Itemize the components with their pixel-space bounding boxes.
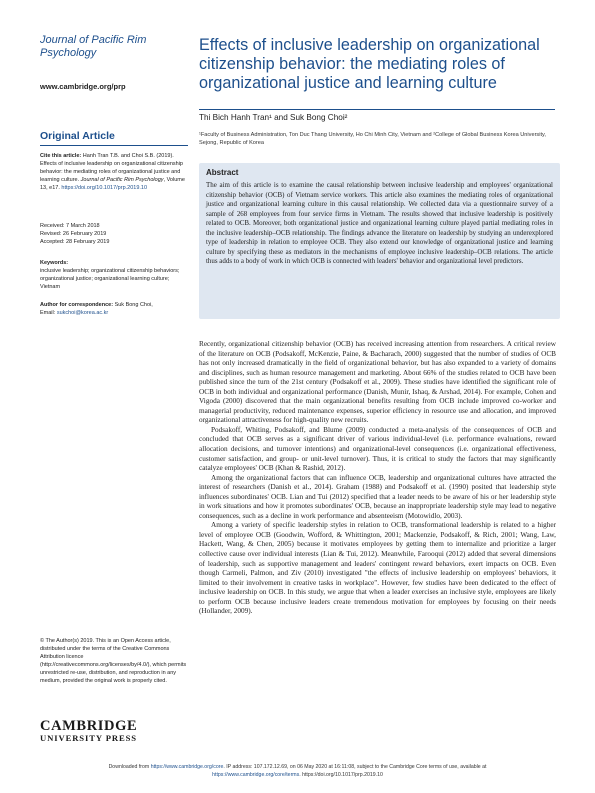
cite-volume: , Volume 13, e17. xyxy=(40,177,185,191)
section-label: Original Article xyxy=(40,130,115,142)
corr-email-link[interactable]: sukchoi@korea.ac.kr xyxy=(56,310,109,316)
author-list: Thi Bich Hanh Tran¹ and Suk Bong Choi² xyxy=(199,113,348,122)
cite-doi-link[interactable]: https://doi.org/10.1017/prp.2019.10 xyxy=(61,185,148,191)
received-date: Received: 7 March 2018 xyxy=(40,223,100,229)
license-text: © The Author(s) 2019. This is an Open Access article, distributed under the terms of the Creative Commons Attribution licence (http://creativecommons.org/licenses/by/4.0/), which permits unrestricted re-use, distribution, and reproduction in any medium, provided the original work is properly cited. xyxy=(40,638,187,684)
keywords-text: inclusive leadership; organizational citizenship behaviors; organizational justice; organizational learning culture; Vietnam xyxy=(40,268,180,290)
article-body xyxy=(199,340,556,617)
keywords-label: Keywords: xyxy=(40,260,69,266)
citation-block xyxy=(40,152,188,192)
corr-label: Author for correspondence: xyxy=(40,302,114,308)
title-divider xyxy=(199,109,555,110)
footer-terms-link[interactable]: https://www.cambridge.org/core/terms xyxy=(212,771,300,778)
journal-name-line1: Journal of Pacific Rim xyxy=(40,34,147,46)
title-line3: organizational justice and learning culture xyxy=(199,74,497,92)
revised-date: Revised: 26 February 2019 xyxy=(40,231,107,237)
affiliations: ¹Faculty of Business Administration, Ton Duc Thang University, Ho Chi Minh City, Vietnam and ²College of Global Business Korea University, Sejong, Republic of Korea xyxy=(199,132,546,146)
body-paragraph-2: Podsakoff, Whiting, Podsakoff, and Blume (2009) conducted a meta-analysis of the consequences of OCB and concluded that OCB serves as a significant driver of various individual-level (i.e. performance evaluations, reward allocation decisions, and turnover intentions) and organizational-level consequences (i.e. organizational effectiveness, customer satisfaction, and group- or unit-level turnover). Thus, it is critical to study the factors that may significantly catalyze employees' OCB (Khan & Rashid, 2012). xyxy=(199,425,556,473)
publisher-logo xyxy=(40,718,190,743)
cite-journal: Journal of Pacific Rim Psychology xyxy=(80,177,164,183)
article-title xyxy=(199,36,579,93)
keywords-block xyxy=(40,259,188,291)
footer-line2 xyxy=(0,772,595,780)
abstract-text: The aim of this article is to examine the causal relationship between inclusive leadership and employees' organizational citizenship behavior (OCB) of Vietnam service workers. This article also examines the mediating roles of organizational justice and organizational learning culture in this causal relationship. We collected data via a questionnaire survey of a sample of 268 employees from four service firms in Vietnam. The results showed that inclusive leadership is positively related to OCB. Moreover, both organizational justice and organizational learning culture played partial mediating roles in the inclusive leadership–OCB relationship. The findings advance the literature on leadership by studying an underexplored type of leadership in relation to employee OCB. They also extend our knowledge of organizational justice and learning culture by specifying these as mediators in the mechanisms of employee inclusive leadership–OCB relations. The article thus adds to a body of work in which OCB is connected with leaders' behavior and organizational level predictors. xyxy=(206,181,553,265)
accepted-date: Accepted: 28 February 2019 xyxy=(40,239,110,245)
abstract-box xyxy=(199,163,560,319)
logo-line2: UNIVERSITY PRESS xyxy=(40,733,137,743)
body-paragraph-4: Among a variety of specific leadership styles in relation to OCB, transformational leadership is related to a higher level of employee OCB (Goodwin, Wofford, & Whittington, 2001; Mackenzie, Podsakoff, & Rich, 2001; Wang, Law, Hackett, Wang, & Chen, 2005) because it motivates employees by getting them to internalize and prioritize a larger collective cause over individual interests (Lian & Tui, 2012). Meanwhile, Farooqui (2012) added that several dimensions of leadership, such as supportive management and leaders' contingent reward behaviors, exert impacts on OCB. Even though Carmeli, Palmon, and Ziv (2010) investigated "the effects of inclusive leadership on employees' behaviors, it limited to their involvement in creative tasks in workplace". However, few studies have been dedicated to the effect of inclusive leadership on OCB. In this study, we argue that when a leader exercises an inclusive style, employees are likely to perform OCB because inclusive leaders create tremendous motivation for employees by focusing on their needs (Hollander, 2009). xyxy=(199,521,556,616)
download-footer xyxy=(0,764,595,779)
title-line1: Effects of inclusive leadership on organizational xyxy=(199,36,540,54)
sidebar-divider xyxy=(40,145,188,146)
correspondence-block xyxy=(40,301,188,317)
footer-line2-suffix: . https://doi.org/10.1017/prp.2019.10 xyxy=(299,771,383,778)
journal-name-line2: Psychology xyxy=(40,47,97,59)
body-paragraph-3: Among the organizational factors that can influence OCB, leadership and organizational cultures have attracted the interest of researchers (Danish et al., 2014). Graham (1988) and Podsakoff et al. (1990) posited that leadership style influences subordinates' OCB. Lian and Tui (2012) specified that a leader needs to be aware of his or her leadership style in work situations and how it promotes subordinates' OCB, because an inappropriate leadership style may lead to negative consequences, such as a decline in work performance and absenteeism (Motowidlo, 2003). xyxy=(199,473,556,520)
footer-prefix: Downloaded from xyxy=(108,764,150,770)
corr-email-label: Email: xyxy=(40,310,56,316)
logo-line1: CAMBRIDGE xyxy=(40,718,138,734)
abstract-heading: Abstract xyxy=(206,168,239,177)
footer-line1 xyxy=(0,764,595,772)
body-paragraph-1: Recently, organizational citizenship behavior (OCB) has received increasing attention from researchers. A critical review of the literature on OCB (Podsakoff, McKenzie, Paine, & Bacharach, 2000) suggested that the number of studies of OCB has not only increased dramatically in the field of organizational behavior, but has also expanded to a variety of domains and disciplines, such as human resource management and marketing. About 66% of the studies related to OCB have been published since the turn of the 21st century (Podsakoff et al., 2009). These studies have identified the significant role of OCB in both individual and organizational performance (Danish, Munir, Ishaq, & Arshad, 2014). For example, Cohen and Vigoda (2000) discovered that the main organizational benefits resulting from OCB include improved co-worker and managerial productivity, reduced maintenance expenses, superior efficiency in resource use and allocation, and improved organizational attractiveness for high-quality new recruits. xyxy=(199,340,556,425)
journal-url[interactable]: www.cambridge.org/prp xyxy=(40,82,126,91)
cite-label: Cite this article: xyxy=(40,153,82,159)
cite-text: Hanh Tran T.B. and Choi S.B. (2019). Effects of inclusive leadership on organizational citizenship behavior: the mediating roles of organizational justice and learning culture. xyxy=(40,153,183,183)
corr-name: Suk Bong Choi, xyxy=(114,302,153,308)
dates-block xyxy=(40,222,188,246)
title-line2: citizenship behavior: the mediating roles of xyxy=(199,55,505,73)
journal-name xyxy=(40,34,190,60)
footer-core-link[interactable]: https://www.cambridge.org/core xyxy=(150,764,224,770)
footer-line1-suffix: . IP address: 107.172.12.69, on 06 May 2020 at 16:11:08, subject to the Cambridge Core terms of use, available at xyxy=(223,764,487,770)
